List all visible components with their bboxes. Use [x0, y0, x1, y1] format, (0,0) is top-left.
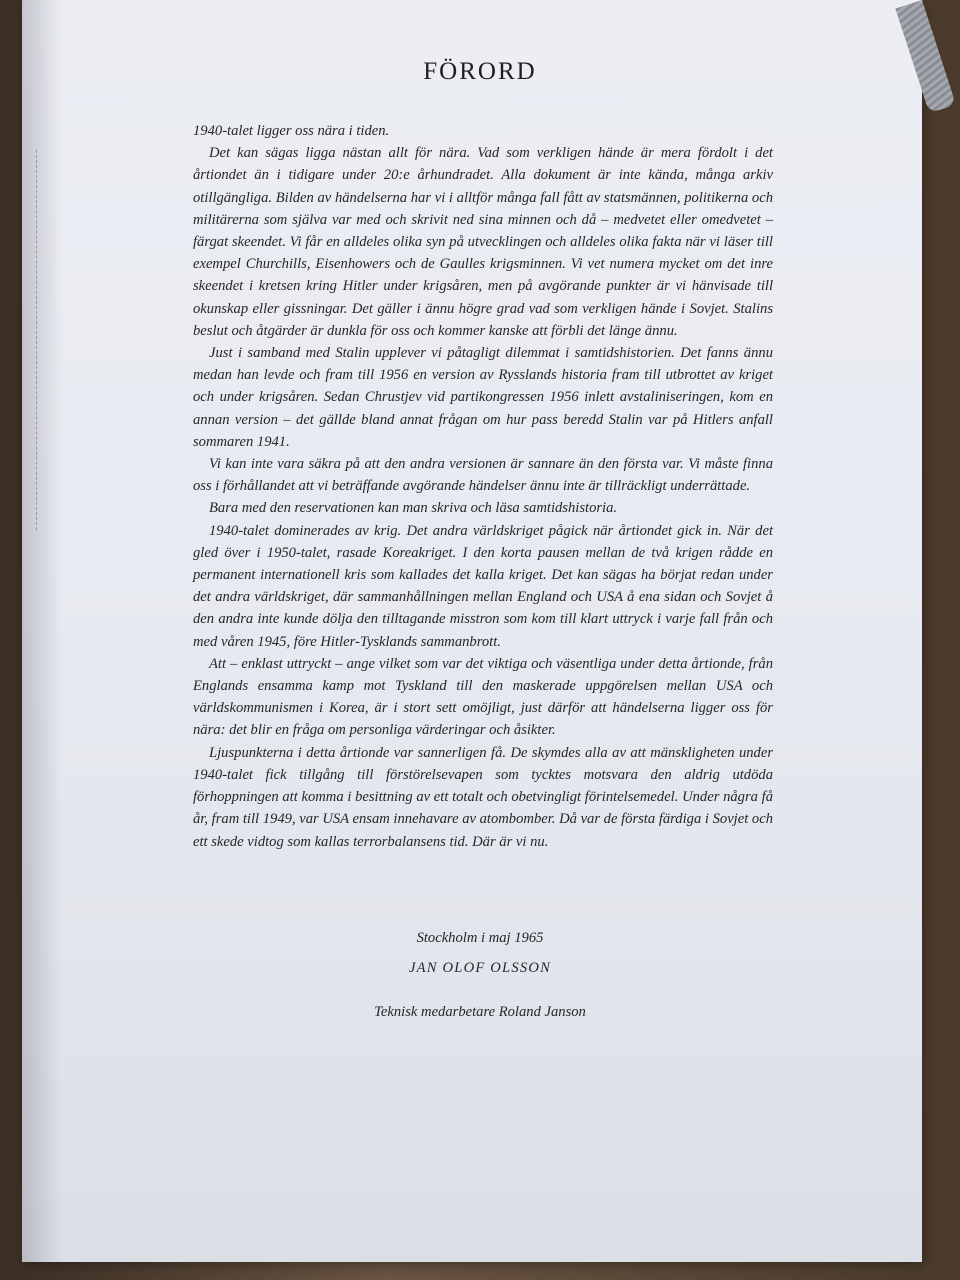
- paragraph: Bara med den reservationen kan man skriva och läsa samtidshistoria.: [209, 500, 618, 517]
- technical-credit: Teknisk medarbetare Roland Janson: [374, 1004, 586, 1020]
- preface-body: [193, 120, 773, 853]
- paragraph: Just i samband med Stalin upplever vi påtagligt dilemmat i samtidshistorien. Det fanns ännu medan han levde och fram till 1956 en version av Rysslands historia fram till utbrottet av kriget och under krigsåren. Sedan Chrustjev vid partikongressen 1956 inlett avstaliniseringen, kom en annan version – det gällde bland annat frågan om hur pass beredd Stalin var på Hitlers anfall sommaren 1941.: [193, 345, 773, 450]
- paragraph: Att – enklast uttryckt – ange vilket som var det viktiga och väsentliga under detta årtionde, från Englands ensamma kamp mot Tyskland till den maskerade uppgörelsen mellan USA och världskommunismen i Korea, är i stort sett omöjligt, just därför att händelserna ligger oss för nära: det blir en fråga om personliga värderingar och åsikter.: [193, 655, 773, 739]
- place-date: Stockholm i maj 1965: [416, 930, 544, 946]
- author-name: JAN OLOF OLSSON: [408, 960, 552, 976]
- paragraph: 1940-talet ligger oss nära i tiden.: [193, 123, 390, 139]
- bookmark-cord: [895, 0, 956, 113]
- binding-stitches: [36, 150, 41, 530]
- paragraph: Ljuspunkterna i detta årtionde var sannerligen få. De skymdes alla av att mänskligheten under 1940-talet fick tillgång till förstörelsevapen som tycktes motsvara den aldrig utdöda förhoppningen att komma i besittning av ett totalt och obetvingligt förintelsemedel. Under några få år, fram till 1949, var USA ensam innehavare av atombomber. Då var de första färdiga i Sovjet och ett skede vidtog som kallas terrorbalansens tid. Där är vi nu.: [193, 744, 773, 850]
- paragraph: Vi kan inte vara säkra på att den andra versionen är sannare än den första var. Vi måste finna oss i förhållandet att vi beträffande avgörande händelser ännu inte är tillräckligt underrättade.: [193, 456, 773, 495]
- paragraph: 1940-talet dominerades av krig. Det andra världskriget pågick när årtiondet gick in. När det gled över i 1950-talet, rasade Koreakriget. I den korta pausen mellan de två krigen rådde en permanent internationell kris som kallades det kalla kriget. Det kan sägas ha börjat redan under det andra världskriget, där sammanhållningen mellan England och USA å ena sidan och Sovjet å den andra inte kunde dölja den tilltagande misstron som kom till klart uttryck i varje fall från och med våren 1945, före Hitler-Tysklands sammanbrott.: [193, 522, 773, 650]
- page-gutter: [22, 0, 62, 1262]
- page-title: FÖRORD: [423, 58, 537, 85]
- paragraph: Det kan sägas ligga nästan allt för nära. Vad som verkligen hände är mera fördolt i det årtiondet än i tidigare under 20:e århundradet. Alla dokument är inte kända, många arkiv otillgängliga. Bilden av händelserna har vi i alltför många fall fått av statsmännen, politikerna och militärerna som själva var med och skrivit ned sina minnen och då – medvetet eller omedvetet – färgat skeendet. Vi får en alldeles olika syn på utvecklingen och alldeles olika fakta när vi läser till exempel Churchills, Eisenhowers och de Gaulles krigsminnen. Vi vet numera mycket om det inre skeendet i kretsen kring Hitler under krigsåren, men på avgörande punkter är vi hänvisade till okunskap eller gissningar. Det gäller i ännu högre grad vad som verkligen hände i Sovjet. Stalins beslut och åtgärder är dunkla för oss och kommer kanske att förbli det länge ännu.: [193, 145, 773, 339]
